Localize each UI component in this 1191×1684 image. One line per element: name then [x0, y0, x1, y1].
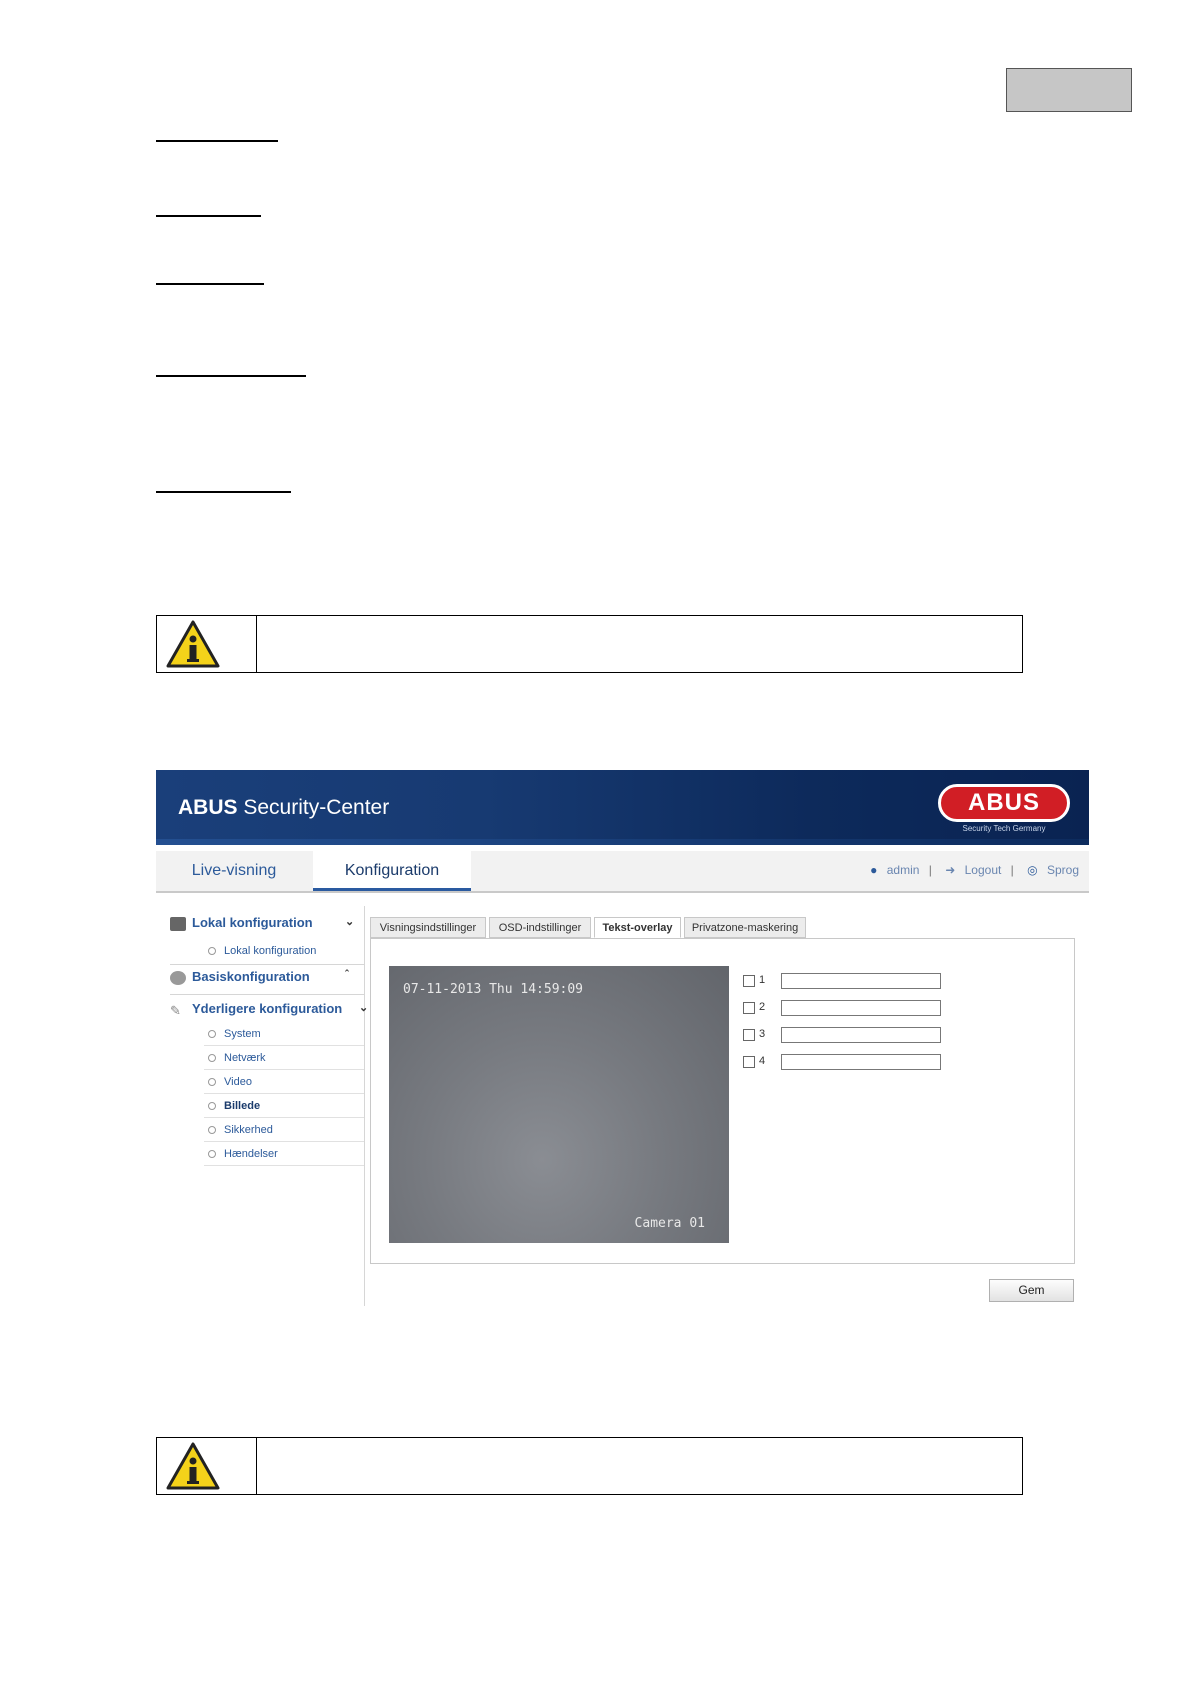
sidebar-item-security[interactable] — [204, 1119, 364, 1142]
sidebar-group-local[interactable] — [170, 915, 355, 931]
overlay-checkbox-2[interactable] — [743, 1002, 755, 1014]
tab-configuration[interactable]: Konfiguration — [313, 851, 471, 891]
chevron-down-icon: ⌄ — [345, 916, 355, 928]
sidebar-item-label: Billede — [224, 1100, 261, 1112]
sidebar-item-video[interactable] — [204, 1071, 364, 1094]
divider — [170, 964, 364, 965]
sidebar-item-label: Video — [224, 1076, 252, 1088]
user-icon: ● — [870, 863, 878, 877]
sidebar-item-image[interactable] — [204, 1095, 364, 1118]
globe-icon: ◎ — [1027, 863, 1038, 877]
sidebar-item-network[interactable] — [204, 1047, 364, 1070]
overlay-number: 2 — [759, 1001, 766, 1013]
save-button[interactable]: Gem — [989, 1279, 1074, 1302]
sidebar-item-local-config[interactable] — [204, 940, 364, 963]
tab-live-view[interactable]: Live-visning — [191, 862, 277, 879]
separator: | — [1010, 863, 1014, 877]
bullet-icon — [208, 1150, 216, 1158]
brand-rest: Security-Center — [237, 796, 390, 819]
sidebar-item-label: System — [224, 1028, 261, 1040]
bullet-icon — [208, 1102, 216, 1110]
overlay-number: 1 — [759, 974, 766, 986]
sidebar-item-events[interactable] — [204, 1143, 364, 1166]
bullet-icon — [208, 947, 216, 955]
overlay-checkbox-3[interactable] — [743, 1029, 755, 1041]
heading-underline-3 — [156, 283, 264, 285]
logo-word: ABUS — [967, 789, 1040, 816]
brand-title — [178, 796, 389, 820]
overlay-text-field-4[interactable] — [781, 1054, 941, 1070]
osd-date-text: 07-11-2013 Thu 14:59:09 — [403, 982, 584, 997]
page-header-tab — [1006, 68, 1132, 112]
warning-info-icon — [165, 619, 221, 669]
chevron-up-icon: ˆ — [345, 969, 349, 981]
heading-underline-4 — [156, 375, 306, 377]
header-banner — [156, 770, 1089, 845]
camera-icon — [170, 917, 186, 931]
overlay-text-field-2[interactable] — [781, 1000, 941, 1016]
bullet-icon — [208, 1078, 216, 1086]
bullet-icon — [208, 1126, 216, 1134]
bullet-icon — [208, 1054, 216, 1062]
info-icon-cell — [157, 1438, 257, 1494]
sidebar-group-label: Yderligere konfiguration — [192, 1001, 343, 1016]
wrench-icon: ✎ — [170, 1002, 181, 1018]
info-note-box-1 — [156, 615, 1023, 673]
sidebar-item-label: Lokal konfiguration — [224, 945, 317, 957]
sidebar-item-label: Netværk — [224, 1052, 266, 1064]
tab-privacy-mask[interactable]: Privatzone-maskering — [684, 917, 806, 938]
sidebar-group-label: Lokal konfiguration — [192, 915, 313, 930]
config-sidebar — [156, 906, 369, 1306]
basic-config-icon — [170, 971, 186, 985]
divider — [170, 994, 364, 995]
info-note-box-2 — [156, 1437, 1023, 1495]
warning-info-icon — [165, 1441, 221, 1491]
heading-underline-5 — [156, 491, 291, 493]
heading-underline-2 — [156, 215, 261, 217]
overlay-checkbox-4[interactable] — [743, 1056, 755, 1068]
bullet-icon — [208, 1030, 216, 1038]
overlay-checkbox-1[interactable] — [743, 975, 755, 987]
main-navbar — [156, 851, 1089, 893]
camera-preview — [389, 966, 729, 1243]
banner-stripe — [156, 839, 1089, 845]
abus-security-center-screenshot — [156, 770, 1089, 1315]
abus-logo — [938, 784, 1070, 822]
chevron-down-icon: ⌄ — [359, 1002, 369, 1014]
sidebar-group-label: Basiskonfiguration — [192, 969, 310, 984]
sidebar-group-advanced[interactable] — [170, 1001, 369, 1018]
tab-osd-settings[interactable]: OSD-indstillinger — [489, 917, 591, 938]
info-icon-cell — [157, 616, 257, 672]
overlay-number: 3 — [759, 1028, 766, 1040]
sidebar-item-label: Hændelser — [224, 1148, 278, 1160]
overlay-number: 4 — [759, 1055, 766, 1067]
user-menu — [864, 863, 1079, 877]
logo-tagline: Security Tech Germany — [962, 824, 1046, 833]
sidebar-item-system[interactable] — [204, 1023, 364, 1046]
overlay-text-field-1[interactable] — [781, 973, 941, 989]
logout-icon: ➜ — [945, 863, 956, 877]
sidebar-item-label: Sikkerhed — [224, 1124, 273, 1136]
language-link[interactable]: Sprog — [1046, 863, 1079, 877]
logout-link[interactable]: Logout — [964, 863, 1002, 877]
brand-bold: ABUS — [178, 796, 238, 819]
sidebar-group-basic[interactable] — [170, 969, 349, 985]
heading-underline-1 — [156, 140, 278, 142]
overlay-text-field-3[interactable] — [781, 1027, 941, 1043]
separator: | — [928, 863, 932, 877]
tab-display-settings[interactable]: Visningsindstillinger — [370, 917, 486, 938]
admin-link[interactable]: admin — [886, 863, 920, 877]
tab-text-overlay[interactable]: Tekst-overlay — [594, 917, 681, 938]
osd-camera-name: Camera 01 — [634, 1216, 705, 1231]
